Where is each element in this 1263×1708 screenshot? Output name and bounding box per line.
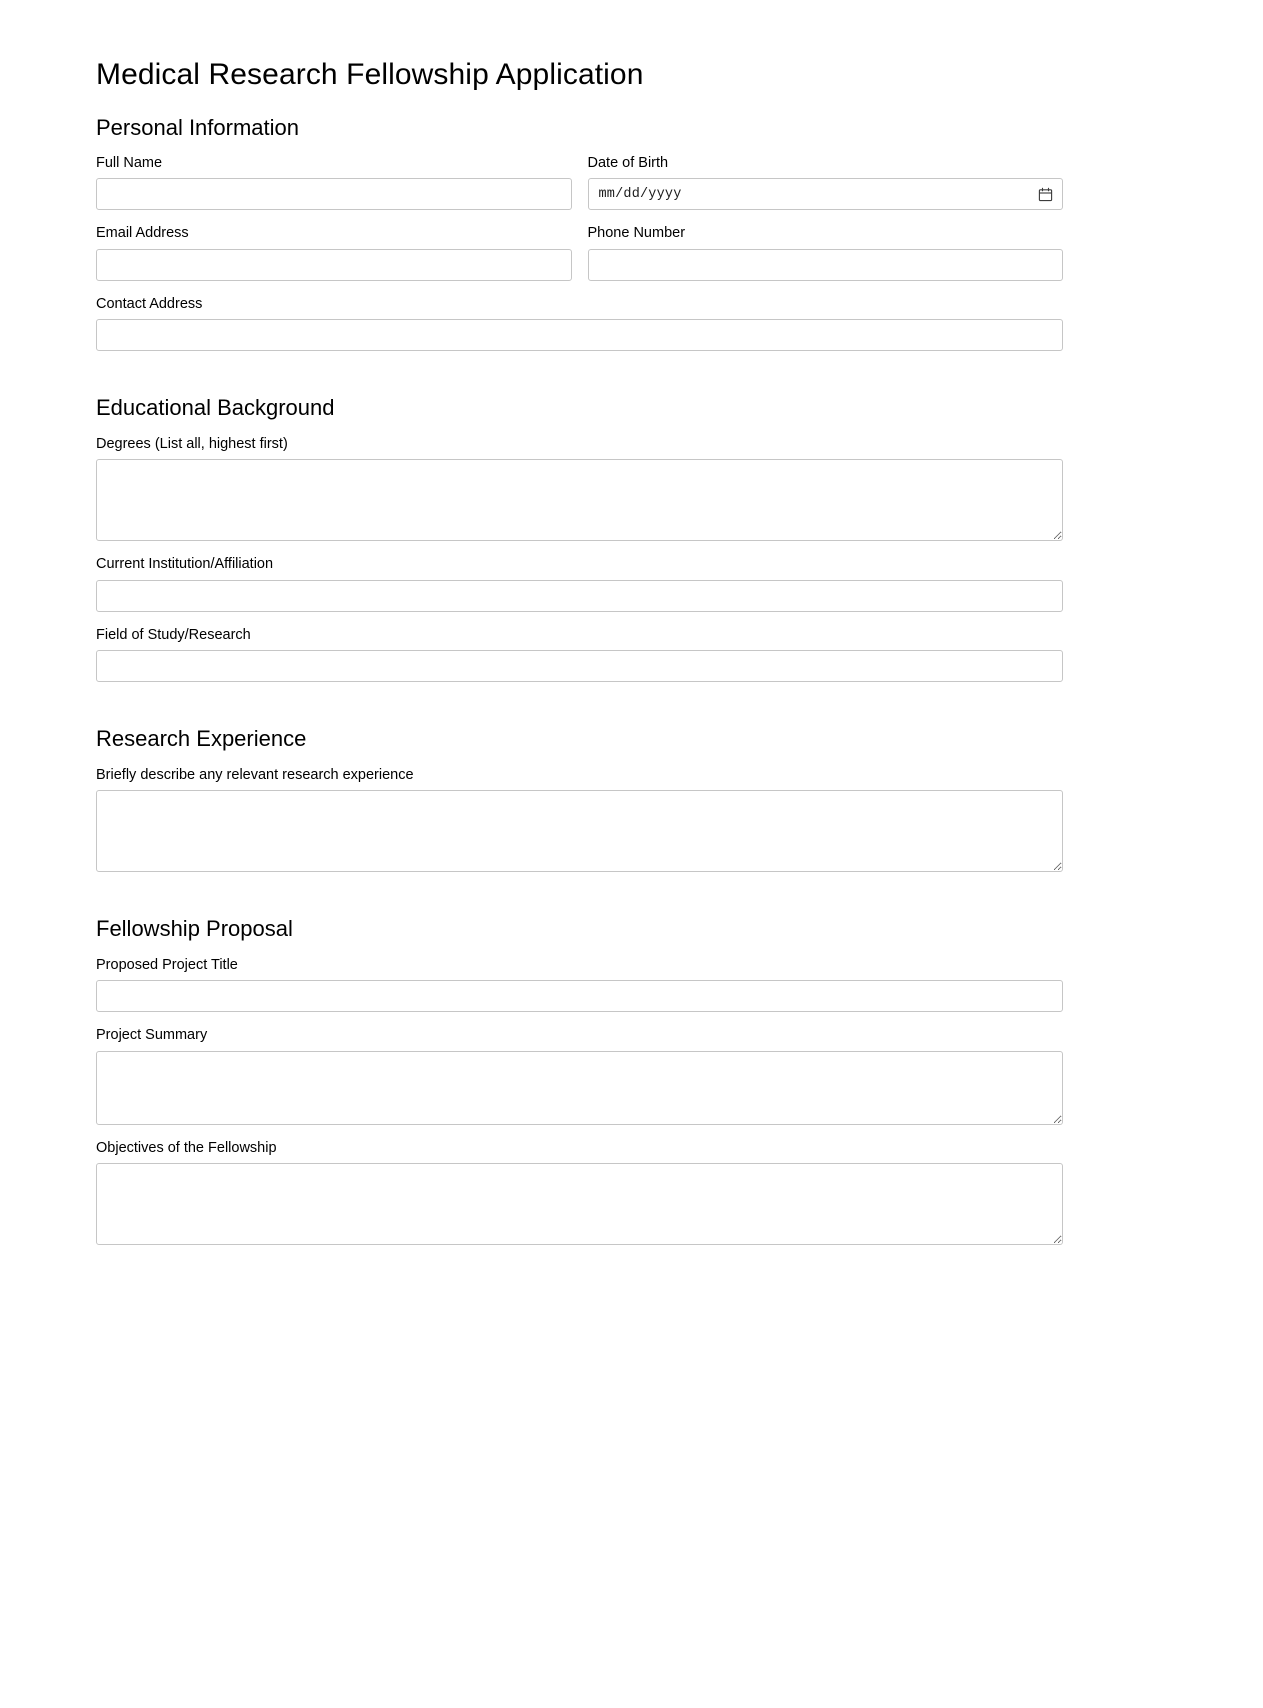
project-title-label: Proposed Project Title — [96, 956, 238, 973]
form-container — [96, 58, 1063, 1259]
field-group-research-experience — [96, 766, 1063, 873]
email-address-label: Email Address — [96, 225, 189, 242]
section-heading-personal-information: Personal Information — [96, 114, 299, 140]
full-name-label: Full Name — [96, 154, 163, 171]
section-educational-background — [96, 395, 1063, 682]
research-experience-textarea[interactable] — [96, 790, 1063, 872]
field-of-study-label: Field of Study/Research — [96, 626, 251, 643]
section-heading-fellowship-proposal: Fellowship Proposal — [96, 916, 293, 942]
date-of-birth-input[interactable] — [588, 178, 1064, 210]
section-heading-research-experience: Research Experience — [96, 726, 307, 752]
field-group-contact-address — [96, 295, 1063, 352]
research-experience-label: Briefly describe any relevant research experience — [96, 766, 414, 783]
project-title-input[interactable] — [96, 980, 1063, 1012]
field-group-phone-number — [588, 224, 1064, 281]
calendar-icon[interactable] — [1038, 187, 1053, 202]
row-email-phone — [96, 224, 1063, 281]
date-of-birth-label: Date of Birth — [587, 154, 669, 171]
field-group-email-address — [96, 224, 572, 281]
field-group-project-title — [96, 956, 1063, 1013]
field-of-study-input[interactable] — [96, 650, 1063, 682]
objectives-textarea[interactable] — [96, 1163, 1063, 1245]
section-research-experience — [96, 726, 1063, 872]
field-group-date-of-birth — [588, 154, 1064, 211]
page-title: Medical Research Fellowship Application — [96, 58, 644, 91]
section-fellowship-proposal — [96, 916, 1063, 1245]
row-name-dob — [96, 154, 1063, 211]
contact-address-input[interactable] — [96, 319, 1063, 351]
field-group-field-of-study — [96, 626, 1063, 683]
institution-input[interactable] — [96, 580, 1063, 612]
section-personal-information — [96, 115, 1063, 352]
contact-address-label: Contact Address — [96, 295, 203, 312]
section-heading-educational-background: Educational Background — [96, 395, 335, 421]
field-group-objectives — [96, 1139, 1063, 1246]
phone-number-input[interactable] — [588, 249, 1064, 281]
institution-label: Current Institution/Affiliation — [96, 556, 274, 573]
field-group-project-summary — [96, 1026, 1063, 1125]
project-summary-label: Project Summary — [96, 1027, 208, 1044]
email-address-input[interactable] — [96, 249, 572, 281]
phone-number-label: Phone Number — [587, 225, 686, 242]
field-group-institution — [96, 555, 1063, 612]
project-summary-textarea[interactable] — [96, 1051, 1063, 1125]
degrees-label: Degrees (List all, highest first) — [96, 435, 288, 452]
field-group-full-name — [96, 154, 572, 211]
objectives-label: Objectives of the Fellowship — [96, 1139, 277, 1156]
degrees-textarea[interactable] — [96, 459, 1063, 541]
date-of-birth-placeholder-text: mm/dd/yyyy — [598, 186, 682, 202]
field-group-degrees — [96, 435, 1063, 542]
full-name-input[interactable] — [96, 178, 572, 210]
